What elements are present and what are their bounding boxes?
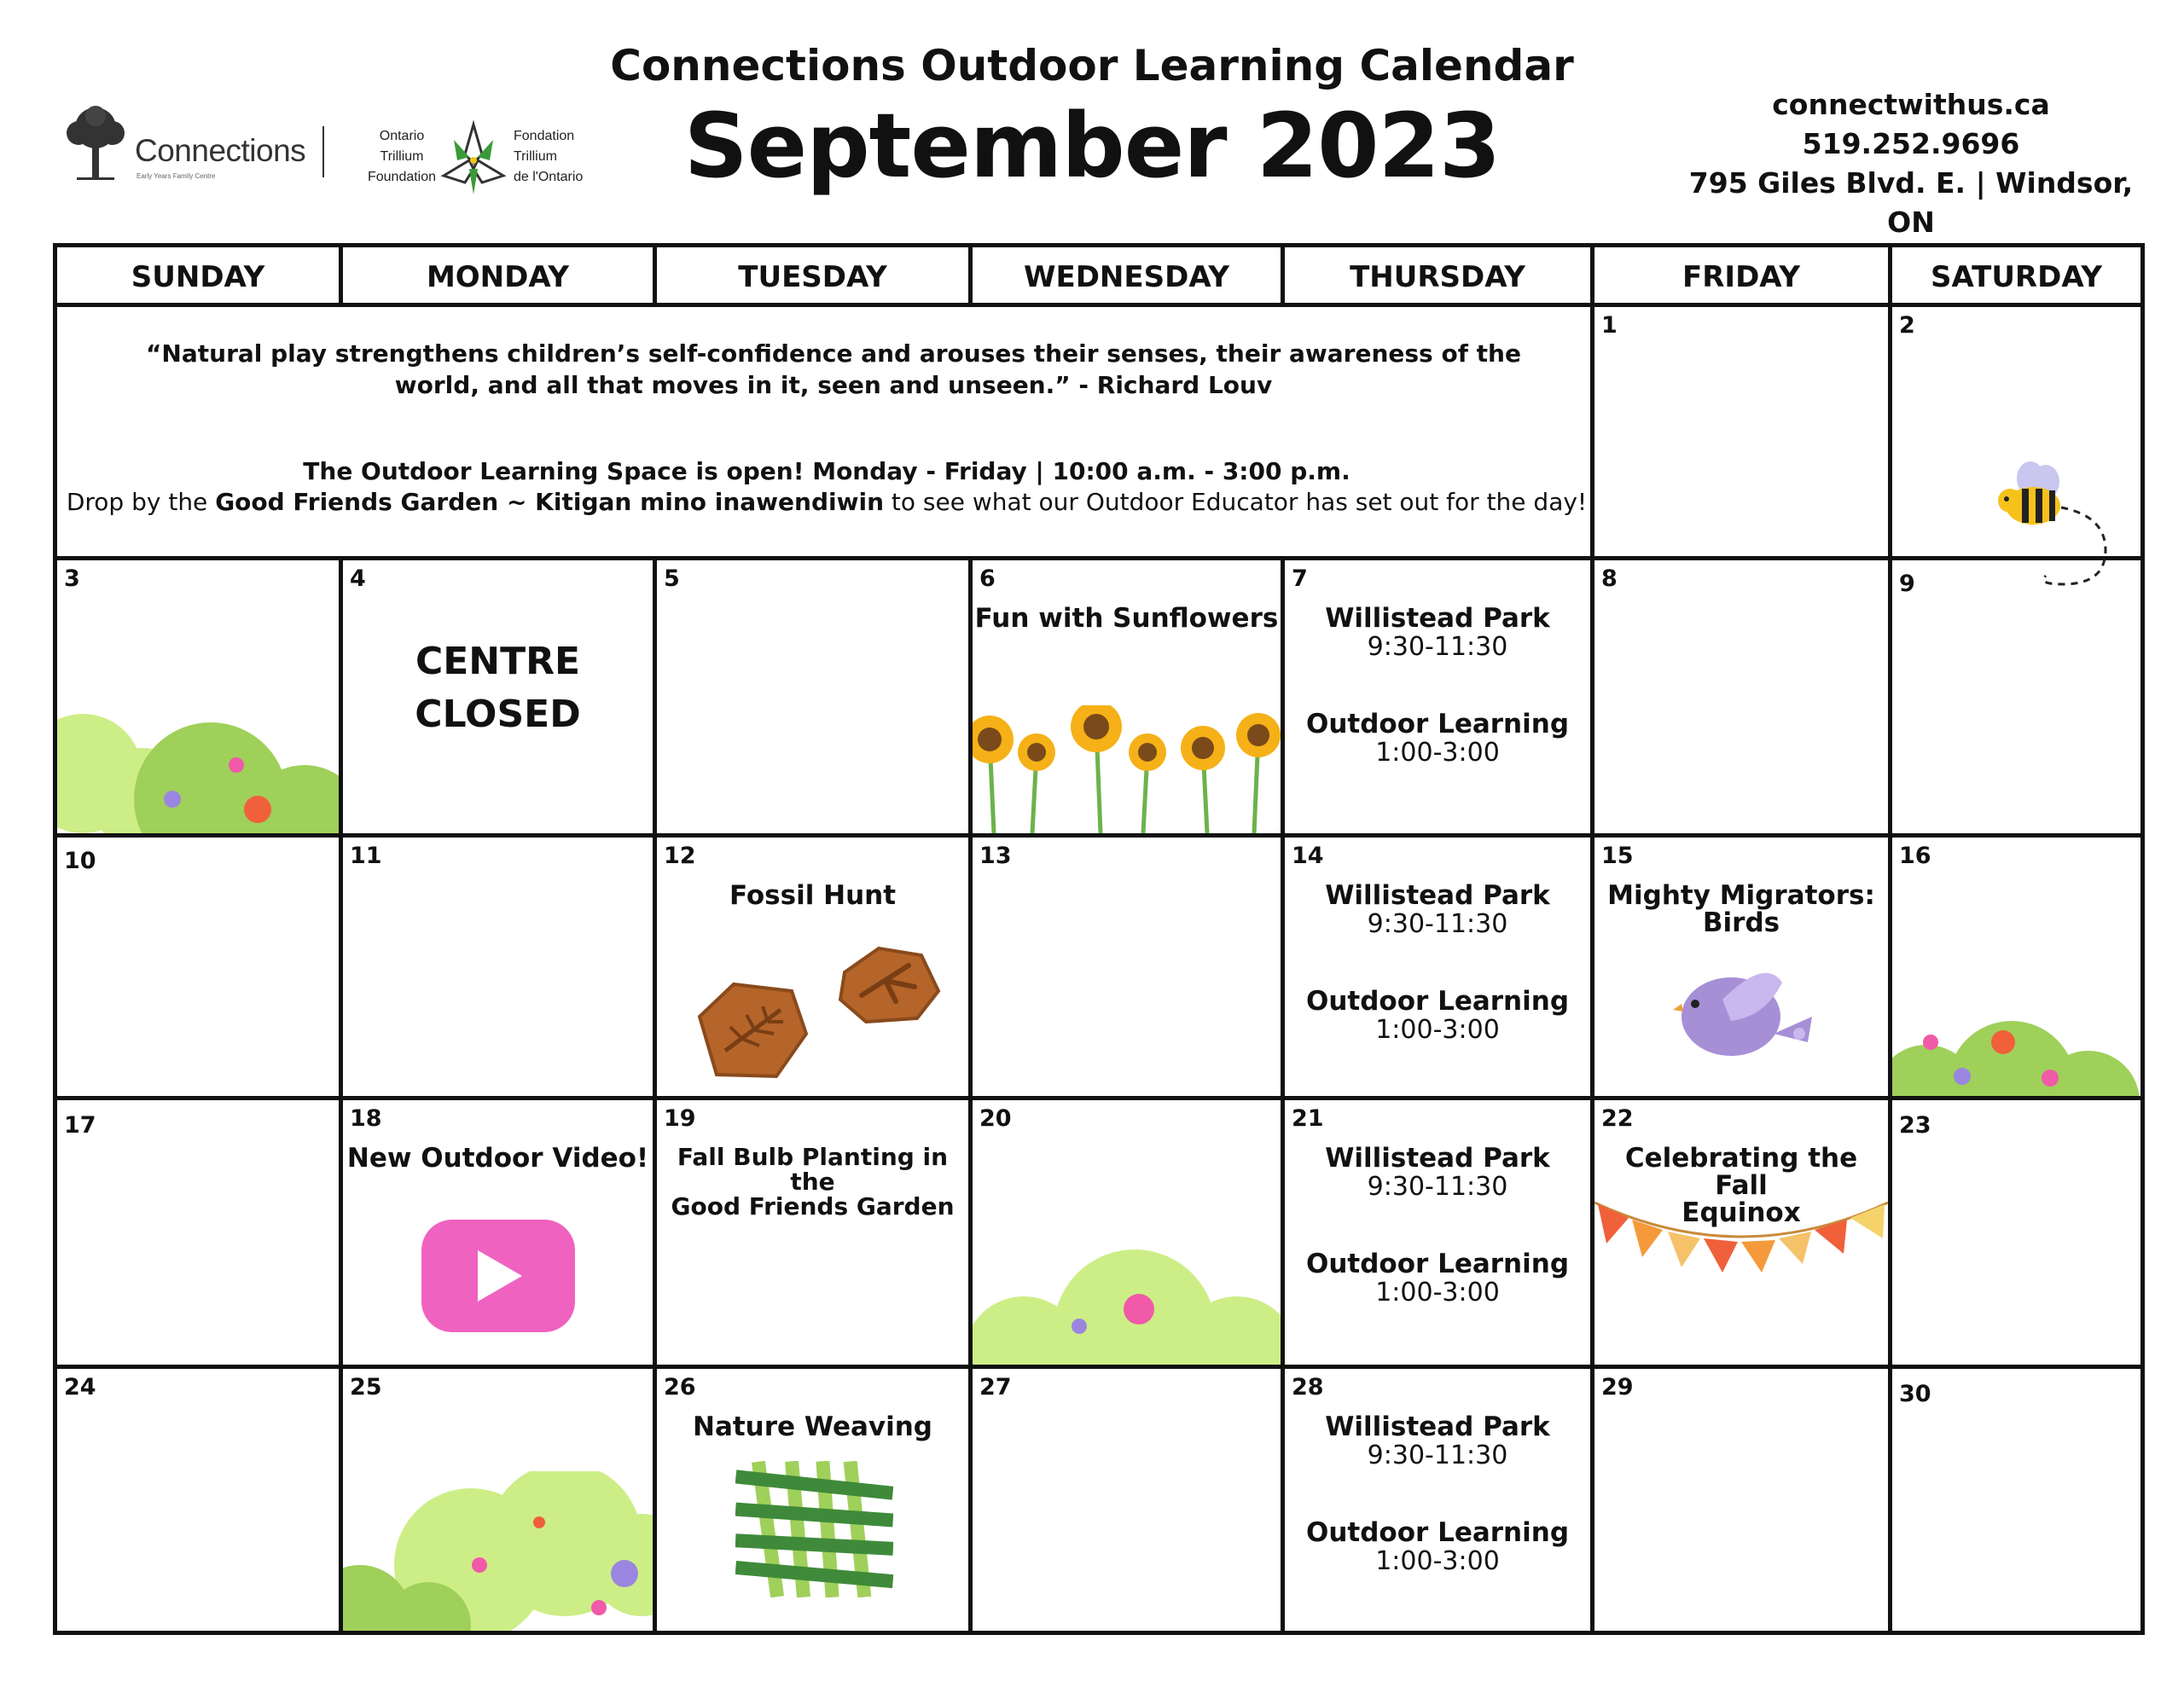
- day-cell-12: 12 Fossil Hunt: [657, 838, 968, 1096]
- play-video-icon[interactable]: [421, 1220, 575, 1332]
- bird-icon: [1671, 957, 1825, 1068]
- otf-english-name: Ontario Trillium Foundation: [367, 129, 437, 184]
- day-cell-5: 5: [664, 565, 680, 592]
- calendar-title: Connections Outdoor Learning Calendar: [610, 41, 1574, 90]
- event-outdoor-learning: Outdoor Learning: [1305, 986, 1570, 1017]
- day-cell-24: 24: [64, 1374, 96, 1400]
- day-cell-8: 8: [1601, 565, 1618, 592]
- day-cell-25: 25: [343, 1369, 653, 1631]
- day-cell-7: 7 Willistead Park 9:30-11:30 Outdoor Learning 1:00-3:00: [1285, 560, 1590, 833]
- intro-block: [57, 307, 1596, 560]
- website: connectwithus.ca: [1772, 88, 2050, 121]
- fossil-icon: [691, 940, 947, 1085]
- event-mighty-migrators: Mighty Migrators: Birds: [1607, 880, 1875, 938]
- centre-closed: CENTRE CLOSED: [415, 640, 581, 736]
- day-cell-10: 10: [64, 848, 96, 874]
- day-cell-22: 22 Celebrating the Fall Equinox: [1594, 1100, 1888, 1365]
- day-cell-13: 13: [979, 843, 1012, 869]
- event-outdoor-learning: Outdoor Learning: [1305, 1517, 1570, 1548]
- trillium-icon: [435, 116, 512, 201]
- event-fossil-hunt: Fossil Hunt: [729, 880, 897, 911]
- day-cell-2: 2: [1892, 307, 2140, 556]
- bush-icon: [973, 1237, 1281, 1365]
- day-cell-19: 19 Fall Bulb Planting in the Good Friends Garden: [657, 1100, 968, 1365]
- day-cell-21: 21 Willistead Park 9:30-11:30 Outdoor Learning 1:00-3:00: [1285, 1100, 1590, 1365]
- day-cell-4: 4 CENTRE CLOSED: [343, 560, 653, 833]
- weekday-wednesday: WEDNESDAY: [1023, 260, 1230, 294]
- month-title: September 2023: [683, 94, 1501, 198]
- event-time: 9:30-11:30: [1367, 909, 1508, 939]
- day-cell-17: 17: [64, 1112, 96, 1139]
- address: 795 Giles Blvd. E. | Windsor, ON: [1688, 166, 2134, 239]
- day-cell-9: 9: [1899, 571, 1915, 597]
- weekday-thursday: THURSDAY: [1350, 260, 1525, 294]
- weekday-saturday: SATURDAY: [1930, 260, 2103, 294]
- event-time: 1:00-3:00: [1375, 1015, 1500, 1045]
- contact-info: [1672, 85, 2150, 242]
- event-outdoor-video: New Outdoor Video!: [346, 1143, 649, 1174]
- bush-icon: [1892, 991, 2140, 1096]
- event-outdoor-learning: Outdoor Learning: [1305, 1249, 1570, 1279]
- event-willistead-park: Willistead Park: [1325, 603, 1550, 634]
- bush-icon: [57, 688, 339, 833]
- event-time: 9:30-11:30: [1367, 632, 1508, 662]
- event-time: 9:30-11:30: [1367, 1172, 1508, 1202]
- day-cell-26: 26 Nature Weaving: [657, 1369, 968, 1631]
- day-cell-15: 15 Mighty Migrators: Birds: [1594, 838, 1888, 1096]
- event-time: 1:00-3:00: [1375, 1546, 1500, 1576]
- bush-icon: [343, 1471, 653, 1631]
- open-hours: The Outdoor Learning Space is open! Monday - Friday | 10:00 a.m. - 3:00 p.m.: [303, 457, 1350, 485]
- phone: 519.252.9696: [1802, 127, 2020, 160]
- day-cell-3: 3: [57, 560, 339, 833]
- logo-divider: [322, 126, 324, 177]
- event-sunflowers: Fun with Sunflowers: [974, 603, 1279, 634]
- weekday-sunday: SUNDAY: [131, 260, 265, 294]
- day-cell-1: 1: [1601, 312, 1618, 339]
- event-willistead-park: Willistead Park: [1325, 1412, 1550, 1442]
- day-cell-14: 14 Willistead Park 9:30-11:30 Outdoor Learning 1:00-3:00: [1285, 838, 1590, 1096]
- day-cell-18: 18 New Outdoor Video!: [343, 1100, 653, 1365]
- day-cell-20: 20: [973, 1100, 1281, 1365]
- event-outdoor-learning: Outdoor Learning: [1305, 709, 1570, 739]
- weekday-monday: MONDAY: [426, 260, 570, 294]
- logo-subtitle: Early Years Family Centre: [136, 172, 216, 180]
- calendar-grid: [53, 243, 2145, 1635]
- event-willistead-park: Willistead Park: [1325, 1143, 1550, 1174]
- otf-french-name: Fondation Trillium de l'Ontario: [514, 129, 584, 184]
- weaving-icon: [735, 1461, 893, 1597]
- sunflower-icon: [973, 705, 1281, 833]
- day-cell-30: 30: [1899, 1381, 1931, 1407]
- event-time: 1:00-3:00: [1375, 1278, 1500, 1307]
- event-willistead-park: Willistead Park: [1325, 880, 1550, 911]
- bunting-icon: [1594, 1194, 1888, 1288]
- event-fall-bulb-planting: Fall Bulb Planting in the Good Friends Garden: [671, 1143, 955, 1220]
- day-cell-23: 23: [1899, 1112, 1931, 1139]
- day-cell-6: 6 Fun with Sunflowers: [973, 560, 1281, 833]
- weekday-friday: FRIDAY: [1682, 260, 1800, 294]
- day-cell-11: 11: [350, 843, 382, 869]
- day-cell-29: 29: [1601, 1374, 1634, 1400]
- tree-icon: [60, 104, 131, 183]
- event-nature-weaving: Nature Weaving: [693, 1412, 932, 1442]
- weekday-tuesday: TUESDAY: [738, 260, 887, 294]
- day-cell-16: 16: [1892, 838, 2140, 1096]
- day-cell-28: 28 Willistead Park 9:30-11:30 Outdoor Learning 1:00-3:00: [1285, 1369, 1590, 1631]
- quote: “Natural play strengthens children’s self-confidence and arouses their senses, their awareness of the world, and all that moves in it, seen and unseen.” - Richard Louv: [146, 339, 1521, 399]
- event-time: 9:30-11:30: [1367, 1441, 1508, 1470]
- connections-logo: [60, 101, 623, 203]
- logo-wordmark: Connections: [135, 133, 306, 168]
- day-cell-27: 27: [979, 1374, 1012, 1400]
- drop-in-note: Drop by the Good Friends Garden ~ Kitigan mino inawendiwin to see what our Outdoor Educator has set out for the day!: [66, 488, 1588, 516]
- event-fall-equinox: Celebrating the Fall Equinox: [1624, 1143, 1858, 1228]
- event-time: 1:00-3:00: [1375, 738, 1500, 768]
